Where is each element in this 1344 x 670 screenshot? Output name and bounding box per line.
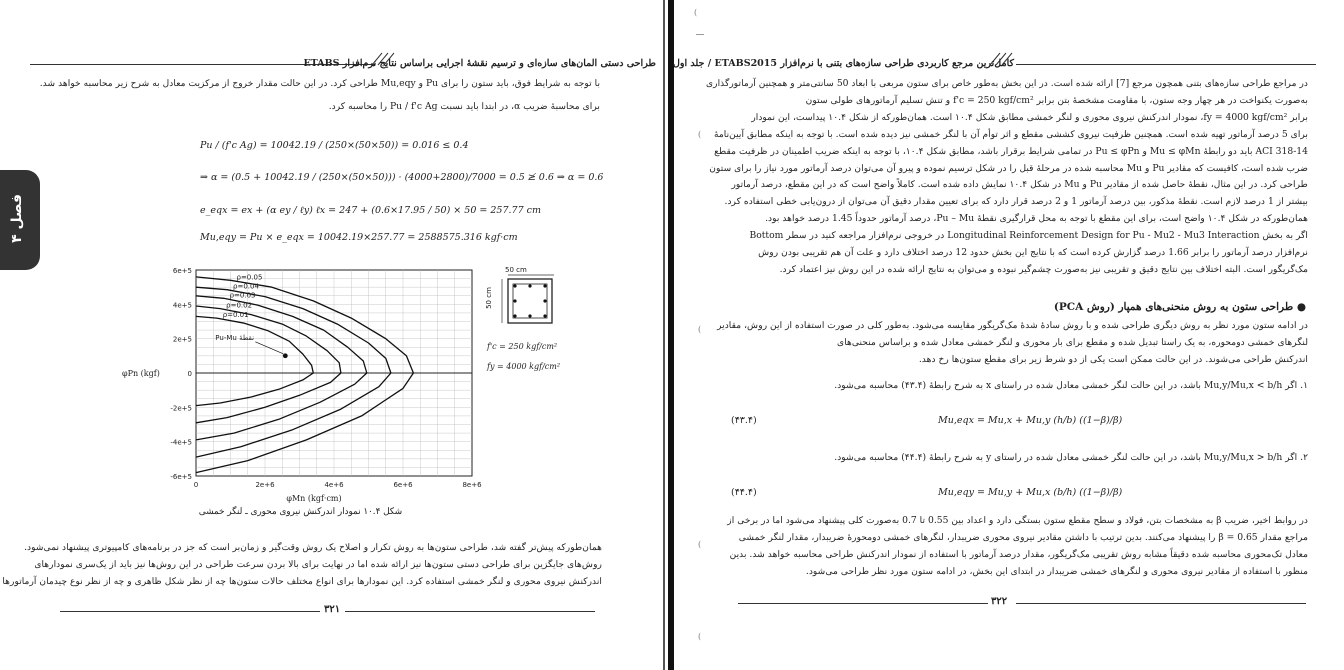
section-dim-label: 50 cm bbox=[505, 266, 527, 274]
body-line: روش‌های جایگزین برای طراحی دستی ستون‌ها نیز ارائه شده اما در نهایت برای بالا بردن سرعت طراحی در این روش‌ها نیز باید از یک‌سری نمودارهای bbox=[34, 558, 602, 570]
right-para-3 bbox=[727, 513, 1308, 581]
para-line: اندرکنش طراحی می‌شوند. در این حالت ممکن است یکی از دو شرط زیر برای مقطع ستون‌ها رخ دهد. bbox=[918, 353, 1308, 365]
body-line: اندرکنش نیروی محوری و لنگر خمشی استفاده کرد. این نمودارها برای انواع مختلف حالات ستون‌ها چه از نظر شکل ظاهری و چه از نظر نوع چیدمان آرماتورها bbox=[2, 575, 602, 587]
case-line: ۲. اگر Mu,y/Mu,x > b/h باشد، در این حالت لنگر خمشی معادل شده در راستای y به شرح رابطهٔ (۴۴.۴) محاسبه می‌شود. bbox=[834, 452, 1308, 463]
curve-label: ρ=0.04 bbox=[233, 282, 259, 291]
y-axis-label: φPn (kgf) bbox=[122, 369, 160, 378]
body-line: همان‌طورکه پیش‌تر گفته شد، طراحی ستون‌ها به روش تکرار و اصلاح یک روش وقت‌گیر و زمان‌بر است که جز در برنامه‌های کامپیوتری پیشنهاد نمی‌شود. bbox=[24, 542, 602, 553]
right-para-1 bbox=[705, 76, 1308, 279]
x-tick-label: 6e+6 bbox=[393, 481, 413, 489]
section-dim-label-vertical: 50 cm bbox=[484, 287, 493, 309]
equation-moment: Mu,eqy = Pu × e_eqx = 10042.19×257.77 = 2588575.316 kgf·cm bbox=[200, 232, 518, 243]
para-line: در ادامه ستون مورد نظر به روش دیگری طراحی شده و با روش سادهٔ شدهٔ مک‌گریگور مقایسه می‌شود. به‌طور کلی در صورت استفاده از این روش، مقادیر bbox=[717, 320, 1308, 331]
curve-label: ρ=0.01 bbox=[222, 311, 249, 320]
page-number: ۳۲۲ bbox=[991, 596, 1008, 607]
y-tick-label: 4e+5 bbox=[172, 301, 192, 310]
y-tick-label: 0 bbox=[187, 370, 192, 378]
footer-rule bbox=[738, 603, 988, 604]
curve-label: ρ=0.05 bbox=[236, 273, 263, 282]
intro-line: با توجه به شرایط فوق، باید ستون را برای Pu و Mu,eqy طراحی کرد. در این حالت مقدار خروج از مرکزیت معادل به شرح زیر محاسبه خواهد شد. bbox=[39, 78, 600, 89]
para-line: برای 5 درصد آرماتور تهیه شده است. همچنین ظرفیت نیروی کششی مقطع و اثر توأم آن با لنگر خمشی نیز دیده شده است. با توجه به اینکه مطابق آیین‌نامهٔ bbox=[713, 128, 1308, 140]
point-leader-line bbox=[255, 342, 283, 354]
para-line: منظور با استفاده از مقادیر نیروی محوری و لنگرهای خمشی ضریبدار در ابتدای این بخش، در ادامه ستون مورد نظر طراحی می‌شود. bbox=[805, 565, 1308, 577]
equation-ratio: Pu / (f'c Ag) = 10042.19 / (250×(50×50)) = 0.016 ≤ 0.4 bbox=[200, 140, 469, 151]
case-2-text bbox=[826, 450, 1308, 467]
header-rule bbox=[1016, 64, 1316, 65]
right-page: ( ( ( ( ( کامل‌ترین مرجع کاربردی طراحی سازه‌های بتنی با نرم‌افزار ETABS2015 / جلد اول در مراجع طراحی سازه‌های بتنی همچون مرجع [7] ارائه شده است. در این بخش به‌طور خاص برای ستون مربعی با ابعاد 50 سانتی‌متر و همچنین آرماتورگذاری به‌صورت یکنواخت در هر چهار وجه ستون، با مقاومت مشخصهٔ بتن برابر f'c = 250 kgf/cm² و تنش تسلیم آرماتورهای طولی ستون برابر fy = 4000 kgf/cm²، نمودار اندرکنش نیروی محوری و لنگر خمشی مطابق شکل ۱۰.۴ است. همان‌طورکه از شکل ۱۰.۴ پیداست، این نمودار برای 5 درصد آرماتور تهیه شده است. همچنین ظرفیت نیروی کششی مقطع و اثر توأم آن با لنگر خمشی نیز دیده شده است. با توجه به اینکه مطابق آیین‌نامهٔ ACI 318-14 باید دو رابطهٔ Mu ≤ φMn و Pu ≤ φPn در تمامی شرایط برقرار باشد، مطابق شکل ۱۰.۴، با توجه به اینکه ضریب اطمینان در ظرفیت مقطع ضرب شده است، کافیست که مقادیر Pu و Mu محاسبه شده در مرحلهٔ قبل را در شکل ترسیم نموده و پیرو آن می‌توان درصد آرماتور مورد نیاز را برای ستون طراحی کرد. در این مثال، نقطهٔ حاصل شده از مقادیر Pu و Mu در شکل ۱۰.۴ نمایش داده شده است. کاملاً واضح است که در این مقطع، درصد آرماتور بیشتر از 1 درصد لازم است. نقطهٔ مذکور، بین درصد آرماتور 1 و 2 درصد قرار دارد که برای تعیین مقدار دقیق آن می‌توان از درون‌یابی خطی استفاده کرد. همان‌طورکه در شکل ۱۰.۴ واضح است، برای این مقطع با توجه به محل قرارگیری نقطهٔ Pu – Mu، درصد آرماتور حدوداً 1.45 درصد خواهد بود. اگر به بخش Longitudinal Reinforcement Design for Pu - Mu2 - Mu3 Interaction در خروجی نرم‌افزار مراجعه کنید در سطر Bottom نرم‌افزار درصد آرماتور را برابر 1.66 درصد گزارش کرده است که با نتایج این بخش حدود 12 درصد اختلاف دارد و علت آن هم تقریبی بودن روش مک‌گریگور است. البته اختلاف بین نتایج دقیق و تقریبی نیز به‌صورت چشم‌گیر نبوده و می‌توان به نتایج ارائه شده در این روش نیز اعتماد کرد. ● طراحی ستون به روش منحنی‌های همپار (روش PCA) در ادامه ستون مورد نظر به روش دیگری طراحی شده و با روش سادهٔ شدهٔ مک‌گریگور مقایسه می‌شود. به‌طور کلی در صورت استفاده از این روش، مقادیر لنگرهای خمشی دومحوره، به یک راستا تبدیل شده و مقطع برای بار محوری و لنگر خمشی معادل شده و براساس منحنی‌های اندرکنش طراحی می‌شوند. در این حالت ممکن است یکی از دو شرط زیر برای مقطع ستون‌ها رخ دهد. ۱. اگر Mu,y/Mu,x < b/h باشد، در این حالت لنگر خمشی معادل شده در راستای x به شرح رابطهٔ (۴۳.۴) محاسبه می‌شود. Mu,eqx = Mu,x + Mu,y (h/b) ((1−β)/β) (۴۳.۴) ۲. اگر Mu,y/Mu,x > b/h باشد، در این حالت لنگر خمشی معادل شده در راستای y به شرح رابطهٔ (۴۴.۴) محاسبه می‌شود. Mu,eqy = Mu,y + Mu,x (b/h) ((1−β)/β) (۴۴.۴) در روابط اخیر، ضریب β به مشخصات بتن، فولاد و سطح مقطع ستون بستگی دارد و اعداد بین 0.55 تا 0.7 به‌صورت کلی پیشنهاد می‌شود اما در برخی از مراجع مقدار β = 0.65 را پیشنهاد می‌کنند. بدین ترتیب با داشتن مقادیر نیروی محوری ضریبدار، لنگرهای خمشی دومحورهٔ ضریبدار، مقدار لنگر خمشی معادل تک‌محوری محاسبه شده دقیقاً مشابه روش تقریبی مک‌گریگور، مقدار درصد آرماتور با استفاده از نمودار اندرکنش طراحی محاسبه خواهد شد. بدین منظور با استفاده از مقادیر نیروی محوری و لنگرهای خمشی ضریبدار در ابتدای این بخش، در ادامه ستون مورد نظر طراحی می‌شود. ۳۲۲ bbox=[676, 0, 1344, 670]
scan-mark bbox=[696, 34, 704, 35]
material-fc: f'c = 250 kgf/cm² bbox=[487, 342, 558, 351]
pu-mu-point bbox=[283, 353, 288, 358]
para-line: لنگرهای خمشی دومحوره، به یک راستا تبدیل شده و مقطع برای بار محوری و لنگر خمشی معادل شده و براساس منحنی‌های bbox=[837, 336, 1308, 348]
page-number: ۳۲۱ bbox=[324, 604, 341, 615]
para-line: مراجع مقدار β = 0.65 را پیشنهاد می‌کنند. بدین ترتیب با داشتن مقادیر نیروی محوری ضریبدار، لنگرهای خمشی دومحورهٔ ضریبدار، مقدار لنگر خمشی bbox=[738, 531, 1308, 543]
column-section-diagram bbox=[496, 265, 566, 335]
para-line: معادل تک‌محوری محاسبه شده دقیقاً مشابه روش تقریبی مک‌گریگور، مقدار درصد آرماتور با استفاده از نمودار اندرکنش طراحی محاسبه خواهد شد. بدین bbox=[729, 548, 1308, 560]
equation-44: Mu,eqy = Mu,y + Mu,x (b/h) ((1−β)/β) bbox=[938, 487, 1123, 498]
chapter-tab-label: فصل ۴ bbox=[9, 194, 25, 243]
point-label: Pu-Mu نقطهٔ bbox=[215, 333, 255, 342]
para-line: برابر fy = 4000 kgf/cm²، نمودار اندرکنش نیروی محوری و لنگر خمشی مطابق شکل ۱۰.۴ است. همان‌طورکه از شکل ۱۰.۴ پیداست، این نمودار bbox=[751, 111, 1308, 123]
equation-eccentricity: e_eqx = ex + (α ey / ℓy) ℓx = 247 + (0.6×17.95 / 50) × 50 = 257.77 cm bbox=[200, 205, 541, 216]
chapter-tab bbox=[0, 170, 40, 270]
x-tick-label: 8e+6 bbox=[462, 481, 482, 489]
material-fy: fy = 4000 kgf/cm² bbox=[487, 362, 561, 371]
equation-44-number: (۴۴.۴) bbox=[731, 487, 757, 498]
para-line: بیشتر از 1 درصد لازم است. نقطهٔ مذکور، بین درصد آرماتور 1 و 2 درصد قرار دارد که برای تعیین مقدار دقیق آن می‌توان از درون‌یابی خطی استفاده کرد. bbox=[724, 196, 1308, 208]
intro-line: برای محاسبهٔ ضریب α، در ابتدا باید نسبت Pu / f'c Ag را محاسبه کرد. bbox=[328, 100, 600, 112]
left-page bbox=[0, 0, 664, 670]
equation-alpha: ⇒ α = (0.5 + 10042.19 / (250×(50×50))) · (4000+2800)/7000 = 0.5 ≱ 0.6 ⇒ α = 0.6 bbox=[200, 172, 604, 183]
para-line: به‌صورت یکنواخت در هر چهار وجه ستون، با مقاومت مشخصهٔ بتن برابر f'c = 250 kgf/cm² و تنش تسلیم آرماتورهای طولی ستون bbox=[805, 94, 1308, 106]
y-tick-label: -2e+5 bbox=[170, 404, 192, 413]
para-line: ACI 318-14 باید دو رابطهٔ Mu ≤ φMn و Pu ≤ φPn در تمامی شرایط برقرار باشد، مطابق شکل ۱۰.۴، با توجه به اینکه ضریب اطمینان در ظرفیت مقطع bbox=[714, 145, 1308, 157]
para-line: طراحی کرد. در این مثال، نقطهٔ حاصل شده از مقادیر Pu و Mu در شکل ۱۰.۴ نمایش داده شده است. کاملاً واضح است که در این مقطع، درصد آرماتور bbox=[731, 179, 1308, 191]
para-line: در مراجع طراحی سازه‌های بتنی همچون مرجع [7] ارائه شده است. در این بخش به‌طور خاص برای ستون مربعی با ابعاد 50 سانتی‌متر و همچنین آرماتورگذاری bbox=[705, 78, 1308, 89]
x-axis-label: φMn (kgf·cm) bbox=[286, 494, 342, 503]
para-line: نرم‌افزار درصد آرماتور را برابر 1.66 درصد گزارش کرده است که با نتایج این بخش حدود 12 درصد اختلاف دارد و علت آن هم تقریبی بودن روش bbox=[758, 247, 1308, 259]
para-line: اگر به بخش Longitudinal Reinforcement Design for Pu - Mu2 - Mu3 Interaction در خروجی نرم‌افزار مراجعه کنید در سطر Bottom bbox=[749, 230, 1308, 242]
section-heading: ● طراحی ستون به روش منحنی‌های همپار (روش PCA) bbox=[1053, 301, 1306, 313]
left-body bbox=[2, 540, 602, 591]
footer-rule bbox=[60, 611, 320, 612]
para-line: ضرب شده است، کافیست که مقادیر Pu و Mu محاسبه شده در مرحلهٔ قبل را در شکل ترسیم نموده و پیرو آن می‌توان درصد آرماتور مورد نیاز را برای ستون bbox=[709, 162, 1308, 174]
interaction-curve bbox=[196, 316, 313, 405]
footer-rule bbox=[345, 611, 595, 612]
curve-label: ρ=0.02 bbox=[226, 301, 253, 310]
figure-caption: شکل ۱۰.۴ نمودار اندرکنش نیروی محوری ـ لنگر خمشی bbox=[198, 507, 402, 517]
x-tick-label: 4e+6 bbox=[324, 481, 344, 489]
right-para-2 bbox=[717, 318, 1308, 369]
equation-43-number: (۴۳.۴) bbox=[731, 415, 757, 426]
curve-label: ρ=0.03 bbox=[229, 291, 256, 300]
footer-rule bbox=[1016, 603, 1306, 604]
y-tick-label: 6e+5 bbox=[172, 267, 192, 275]
interaction-chart bbox=[118, 262, 484, 504]
equation-43: Mu,eqx = Mu,x + Mu,y (h/b) ((1−β)/β) bbox=[938, 415, 1123, 426]
para-line: در روابط اخیر، ضریب β به مشخصات بتن، فولاد و سطح مقطع ستون بستگی دارد و اعداد بین 0.55 تا 0.7 به‌صورت کلی پیشنهاد می‌شود اما در برخی از bbox=[727, 515, 1308, 526]
x-tick-label: 0 bbox=[193, 481, 199, 489]
left-intro bbox=[39, 76, 600, 116]
case-line: ۱. اگر Mu,y/Mu,x < b/h باشد، در این حالت لنگر خمشی معادل شده در راستای x به شرح رابطهٔ (۴۳.۴) محاسبه می‌شود. bbox=[834, 380, 1308, 391]
y-tick-label: -4e+5 bbox=[170, 438, 192, 447]
header-slash-icon bbox=[988, 52, 1018, 66]
case-1-text bbox=[826, 378, 1308, 395]
para-line: همان‌طورکه در شکل ۱۰.۴ واضح است، برای این مقطع با توجه به محل قرارگیری نقطهٔ Pu – Mu، درصد آرماتور حدوداً 1.45 درصد خواهد بود. bbox=[765, 213, 1308, 225]
right-header-title: کامل‌ترین مرجع کاربردی طراحی سازه‌های بتنی با نرم‌افزار ETABS2015 / جلد اول bbox=[672, 58, 1014, 69]
para-line: مک‌گریگور است. البته اختلاف بین نتایج دقیق و تقریبی نیز به‌صورت چشم‌گیر نبوده و می‌توان به نتایج ارائه شده در این روش نیز اعتماد کرد. bbox=[779, 263, 1308, 275]
left-header-title: طراحی دستی المان‌های سازه‌ای و ترسیم نقشهٔ اجرایی براساس نتایج نرم‌افزار ETABS bbox=[303, 58, 656, 69]
page-gutter bbox=[668, 0, 674, 670]
x-tick-label: 2e+6 bbox=[255, 481, 275, 489]
y-tick-label: -6e+5 bbox=[170, 473, 192, 481]
y-tick-label: 2e+5 bbox=[172, 335, 192, 344]
